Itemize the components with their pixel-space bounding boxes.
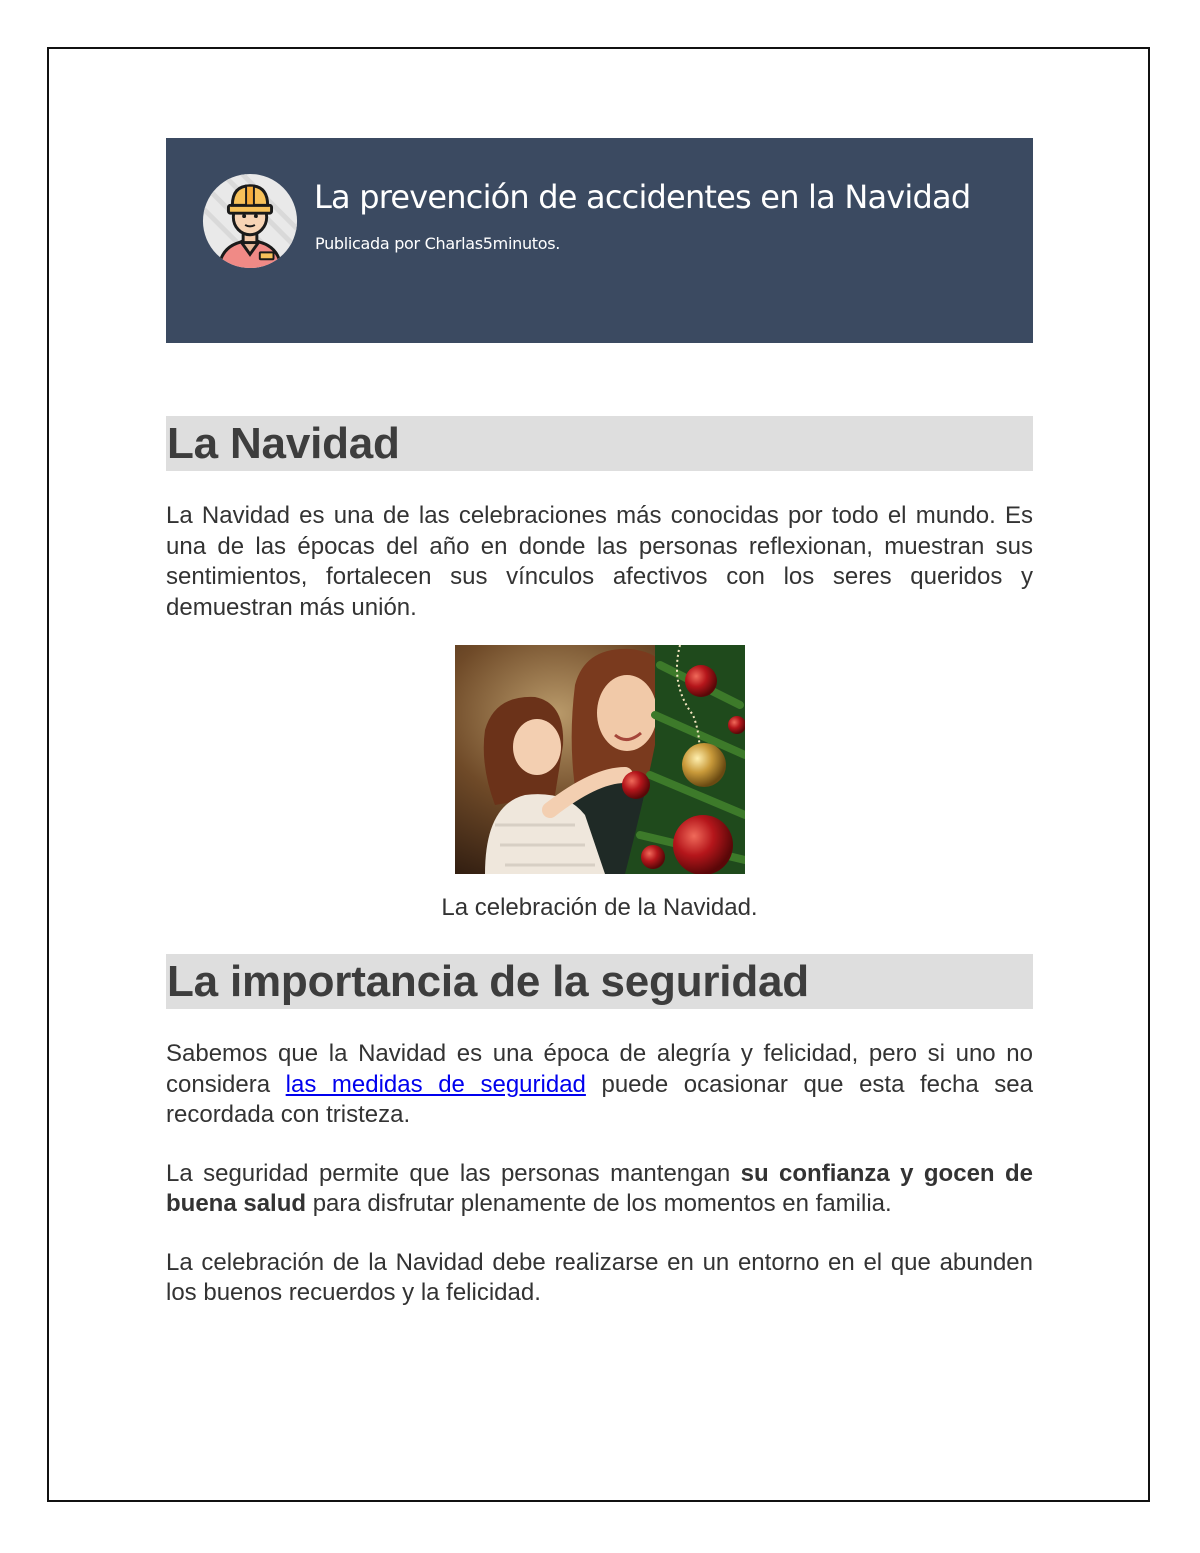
safety-measures-link[interactable]: las medidas de seguridad <box>285 1070 586 1098</box>
text-run: para disfrutar plenamente de los momentos en familia. <box>306 1190 892 1217</box>
text-run: puede ocasionar que esta fecha sea recordada con tristeza. <box>166 1070 1034 1128</box>
figure-caption: La celebración de la Navidad. <box>441 894 758 921</box>
author-byline: Publicada por Charlas5minutos. <box>315 234 561 253</box>
section-heading: La Navidad <box>166 416 1033 471</box>
paragraph: La Navidad es una de las celebraciones más conocidas por todo el mundo. Es una de las épocas del año en donde las personas reflexionan, muestran sus sentimientos, fortalecen sus vínculos afectivos con los seres queridos y demuestran más unión. <box>166 502 1033 621</box>
paragraph <box>166 1039 1033 1131</box>
christmas-photo <box>455 645 745 874</box>
header-banner <box>166 138 1033 343</box>
bold-text: su confianza y gocen de buena salud <box>166 1159 1033 1217</box>
section-heading: La importancia de la seguridad <box>166 954 1033 1009</box>
construction-worker-icon <box>201 172 299 270</box>
text-run: Sabemos que la Navidad es una época de alegría y felicidad, pero si uno no considera <box>166 1040 1033 1098</box>
article-body <box>166 416 1033 1309</box>
paragraph: La celebración de la Navidad debe realizarse en un entorno en el que abunden los buenos recuerdos y la felicidad. <box>166 1248 1033 1306</box>
text-run: La seguridad permite que las personas mantengan <box>166 1159 741 1187</box>
page-title: La prevención de accidentes en la Navidad <box>314 178 971 216</box>
figure <box>166 645 1033 923</box>
paragraph <box>166 1159 1033 1220</box>
